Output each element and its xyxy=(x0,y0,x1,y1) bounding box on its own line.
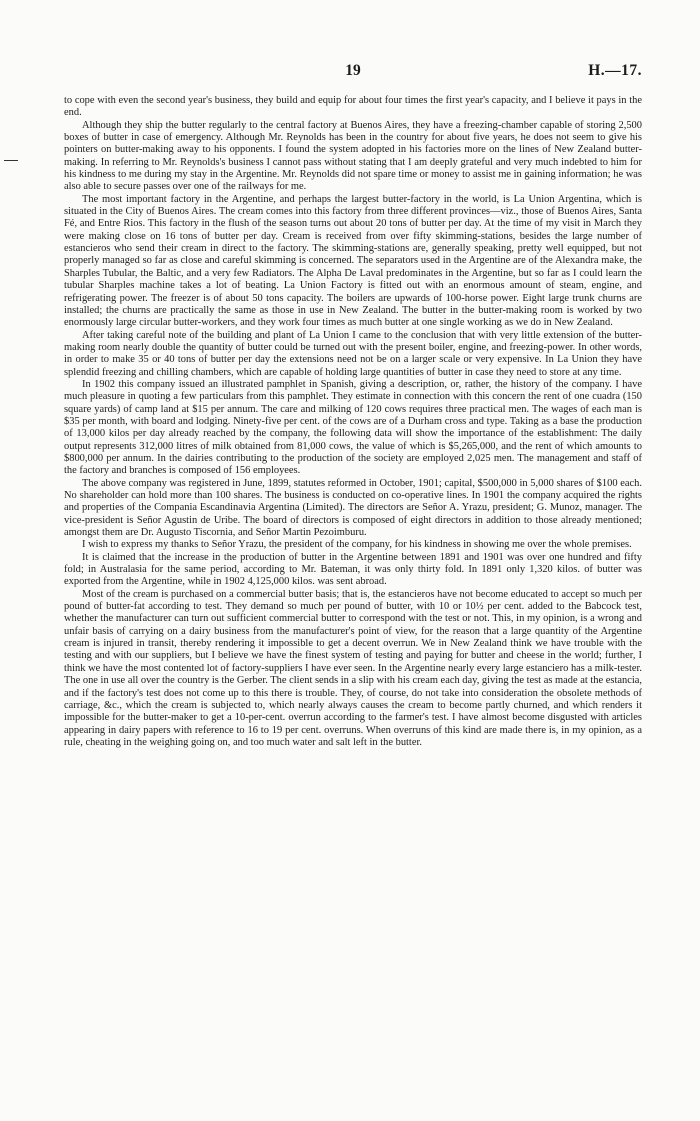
paragraph-conclusion: After taking careful note of the building and plant of La Union I came to the conclusion that with very little extension of the butter-making room nearly double the quantity of butter could be turned out with the present boiler, engine, and freezing-power. In other words, in order to make 35 or 40 tons of butter per day the extensions need not be on a larger scale or very expensive. In La Union they have splendid freezing and chilling chambers, which are capable of holding large quantities of butter in case they need to store at any time. xyxy=(64,329,642,378)
paragraph-pamphlet: In 1902 this company issued an illustrated pamphlet in Spanish, giving a description, or, rather, the history of the company. I have much pleasure in quoting a few particulars from this pamphlet. They estimate in connection with this concern the rent of one cuadra (150 square yards) of camp land at $15 per annum. The care and milking of 120 cows requires three practical men. The wages of each man is $35 per month, with board and lodging. Ninety-five per cent. of the cows are of a Durham cross and type. Taking as a base the production of 13,000 kilos per day already reached by the company, the following data will show the importance of the establishment: The daily output represents 312,000 litres of milk obtained from 81,000 cows, the value of which is $5,265,000, and the rent of which amounts to $800,000 per annum. In the dairies contributing to the production of the society are employed 2,025 men. The management and staff of the factory and branches is composed of 156 employees. xyxy=(64,378,642,477)
body-text xyxy=(64,95,642,749)
margin-mark xyxy=(4,160,18,161)
paragraph-thanks: I wish to express my thanks to Señor Yrazu, the president of the company, for his kindness in showing me over the whole premises. xyxy=(82,539,632,551)
paragraph-continuation: to cope with even the second year's business, they build and equip for about four times the first year's capacity, and I believe it pays in the end. xyxy=(64,95,642,119)
paragraph-reynolds: Although they ship the butter regularly to the central factory at Buenos Aires, they have a freezing-chamber capable of storing 2,500 boxes of butter in case of emergency. Although Mr. Reynolds has been in the country for about five years, he does not seem to give his pointers on butter-making away to his opponents. I found the system adopted in his factories more on the lines of New Zealand butter-making. In referring to Mr. Reynolds's business I cannot pass without stating that I am deeply grateful and very much indebted to him for his kindness to me during my stay in the Argentine. Mr. Reynolds did not spare time or money to assist me in gaining information; he was also able to secure passes over one of the railways for me. xyxy=(64,119,642,193)
page-header xyxy=(64,62,642,82)
paragraph-registration: The above company was registered in June, 1899, statutes reformed in October, 1901; capital, $500,000 in 5,000 shares of $100 each. No shareholder can hold more than 100 shares. The business is conducted on co-operative lines. In 1901 the company acquired the rights and properties of the Compania Escandinavia Argentina (Limited). The directors are Señor A. Yrazu, president; G. Munoz, manager. The vice-president is Señor Agustin de Uribe. The board of directors is composed of eight directors in addition to those already mentioned; amongst them are Dr. Augusto Tiscornia, and Señor Martin Pezoimburu. xyxy=(64,477,642,539)
paragraph-la-union: The most important factory in the Argentine, and perhaps the largest butter-factory in the world, is La Union Argentina, which is situated in the City of Buenos Aires. The cream comes into this factory from three different provinces—viz., those of Buenos Aires, Santa Fé, and Entre Rios. This factory in the flush of the season turns out about 20 tons of butter per day. At the time of my visit in March they were making close on 16 tons of butter per day. Cream is received from over fifty skimming-stations, besides the large number of estancieros who send their cream in direct to the factory. The skimming-stations are, generally speaking, pretty well equipped, but not properly managed so far as close and careful skimming is concerned. The separators used in the Argentine are of the Alexandra make, the Sharples Tubular, the Baltic, and a very few Radiators. The Alpha De Laval predominates in the Argentine, but so far as I could learn the tubular Sharples machine takes a lot of beating. La Union Factory is fitted out with an enormous amount of steam, engine, and refrigerating power. The freezer is of about 50 tons capacity. The boilers are upwards of 100-horse power. Eight large trunk churns are installed; the churns are practically the same as those in use in New Zealand. The butter in the butter-making room is worked by two enormously large circular butter-workers, and they work four times as much butter at one single working as we do in New Zealand. xyxy=(64,193,642,329)
document-reference: H.—17. xyxy=(588,62,642,79)
paragraph-cream-purchase: Most of the cream is purchased on a commercial butter basis; that is, the estancieros have not become educated to accept so much per pound of butter-fat according to test. They demand so much per pound of butter, with 10 or 10½ per cent. added to the Babcock test, whether the manufacturer can turn out sufficient commercial butter to correspond with the test or not. This, in my opinion, is a wrong and unfair basis of carrying on a dairy business from the manufacturer's point of view, for the reason that a large quantity of the Argentine cream is injured in transit, thereby rendering it impossible to get a decent overrun. We in New Zealand think we have trouble with the testing and with our suppliers, but I believe we have the finest system of testing and paying for butter and cheese in the world; further, I think we have the most contented lot of factory-suppliers I have ever seen. In the Argentine nearly every large estanciero has a milk-tester. The one in use all over the country is the Gerber. The client sends in a slip with his cream each day, giving the test as made at the estancia, and if the factory's test does not come up to this there is trouble. They, of course, do not take into consideration the obsolete methods of carriage, &c., which the cream is subjected to, which nearly always causes the cream to become partly churned, and which renders it impossible for the butter-maker to get a 10-per-cent. overrun according to the farmer's test. I have almost become disgusted with articles appearing in dairy papers with reference to 16 to 19 per cent. overruns. When overruns of this kind are made there is, in my opinion, as a rule, cheating in the weighing going on, and too much water and salt left in the butter. xyxy=(64,588,642,748)
page-number: 19 xyxy=(345,62,361,79)
paragraph-production-increase: It is claimed that the increase in the production of butter in the Argentine between 1891 and 1901 was over one hundred and fifty fold; in Australasia for the same period, according to Mr. Bateman, it was only thirty fold. In 1891 only 1,320 kilos. of butter was exported from the Argentine, while in 1902 4,125,000 kilos. was sent abroad. xyxy=(64,551,642,588)
